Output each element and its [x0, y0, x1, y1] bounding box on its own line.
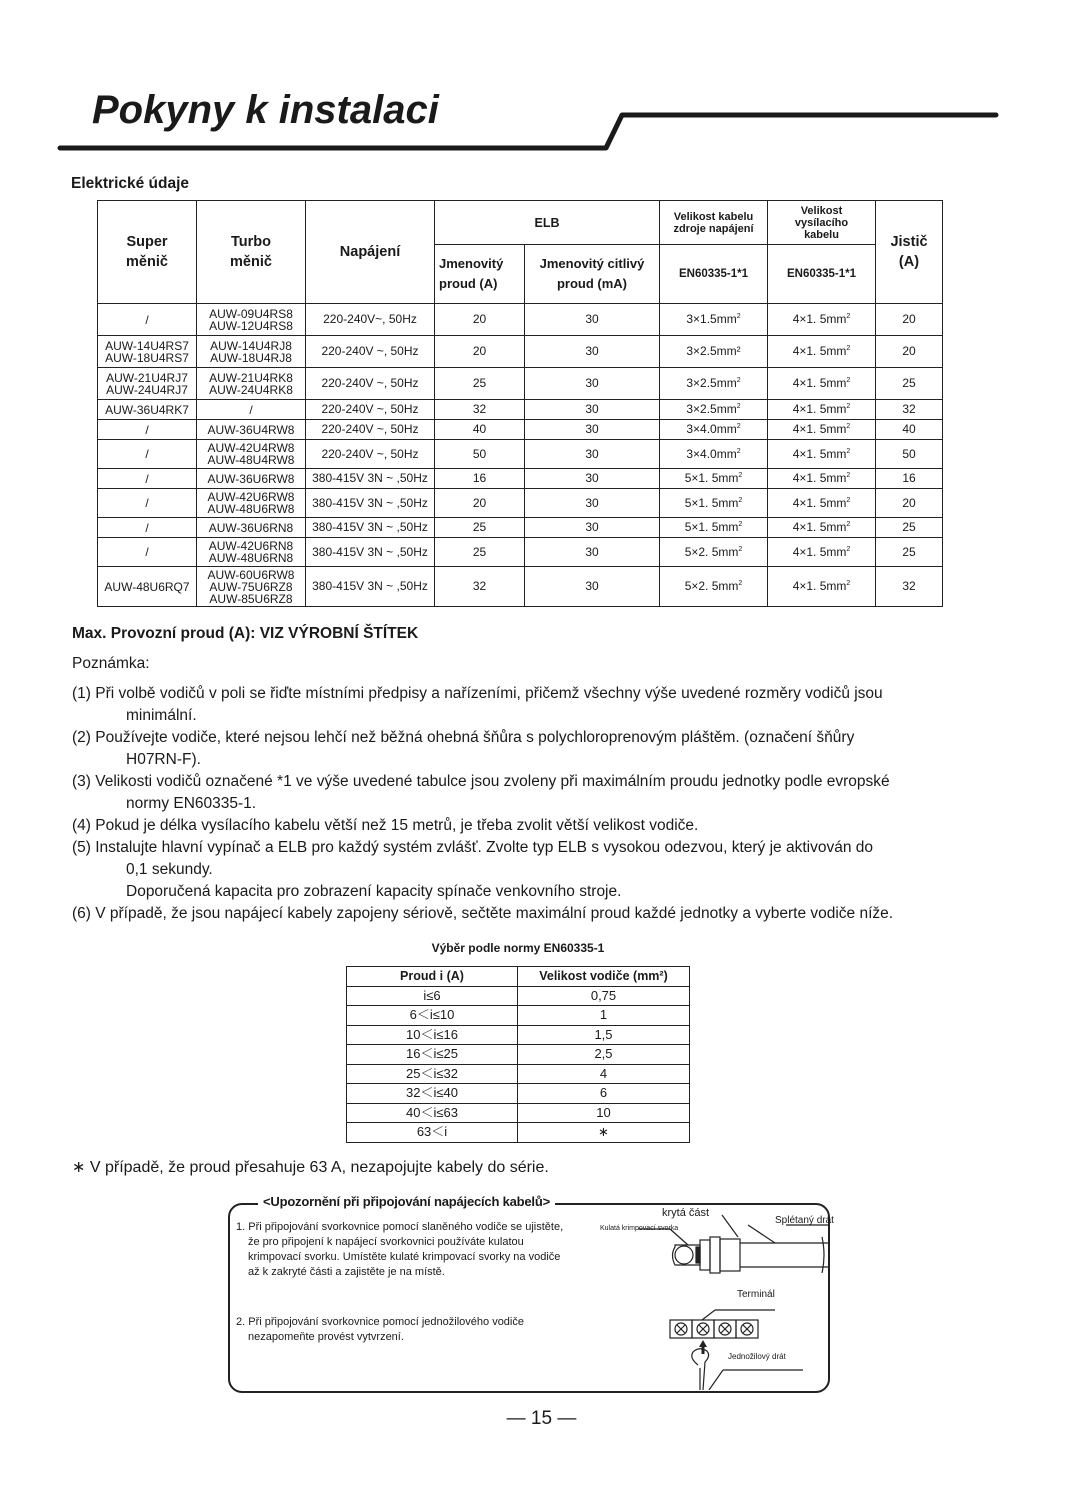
- label-round-crimp-terminal: Kulatá krimpovací svorka: [600, 1225, 679, 1232]
- wire-selection-table: [346, 966, 690, 1143]
- cell-current-range: 32＜i≤40: [347, 1084, 518, 1104]
- cell-turbo-inverter: AUW-36U6RN8: [197, 518, 306, 538]
- title-underline: [0, 0, 1083, 160]
- notes-list: [72, 683, 1002, 925]
- cell-turbo-inverter: AUW-42U6RN8 AUW-48U6RN8: [197, 538, 306, 567]
- terminal-block-diagram: [655, 1290, 825, 1390]
- max-operating-current: Max. Provozní proud (A): VIZ VÝROBNÍ ŠTÍTEK: [72, 625, 419, 642]
- table-row: [347, 1103, 690, 1123]
- cell-power-cable: $3\times 4.0mm^2$: [660, 420, 768, 440]
- series-footnote: ∗ V případě, že proud přesahuje 63 A, nezapojujte kabely do série.: [72, 1159, 549, 1176]
- cell-super-inverter: /: [98, 538, 197, 567]
- note-item: (6) V případě, že jsou napájecí kabely zapojeny sériově, sečtěte maximální proud každé jednotky a vyberte vodiče níže.: [72, 905, 894, 922]
- cell-current-range: 25＜i≤32: [347, 1064, 518, 1084]
- cell-elb-sensitive: 30: [525, 538, 660, 567]
- cell-breaker: 25: [876, 368, 943, 400]
- table-row: [347, 986, 690, 1006]
- page-number: — 15 —: [506, 1408, 577, 1429]
- cell-turbo-inverter: AUW-09U4RS8 AUW-12U4RS8: [197, 304, 306, 336]
- header-current: Proud i (A): [347, 967, 518, 987]
- warning-item-1: 1. Při připojování svorkovnice pomocí slaněného vodiče se ujistěte, že pro připojení k napájecí svorkovnici používáte kulatou krimpovací svorku. Umístěte kulaté krimpovací svorky na vodiče až k zakryté části a zajistěte je na místě.: [236, 1221, 564, 1278]
- cell-elb-sensitive: 30: [525, 368, 660, 400]
- cell-transmission-cable: 4×1. $5mm^2$: [768, 368, 876, 400]
- label-solid-wire: Jednožilový drát: [728, 1352, 786, 1361]
- cell-turbo-inverter: AUW-42U6RW8 AUW-48U6RW8: [197, 489, 306, 518]
- cell-wire-size: 2,5: [518, 1045, 690, 1065]
- section-heading: Elektrické údaje: [71, 175, 190, 192]
- cell-power-supply: 380-415V 3N ~ ,50Hz: [306, 469, 435, 489]
- cell-elb-rated: 25: [435, 368, 525, 400]
- table-row: [347, 1045, 690, 1065]
- note-item: (2) Používejte vodiče, které nejsou lehčí než běžná ohebná šňůra s polychloroprenovým pláštěm. (označení šňůry H07RN-F).: [72, 729, 855, 768]
- cell-power-supply: 380-415V 3N ~ ,50Hz: [306, 567, 435, 607]
- cell-super-inverter: AUW-21U4RJ7 AUW-24U4RJ7: [98, 368, 197, 400]
- cell-breaker: 32: [876, 400, 943, 420]
- cell-power-supply: 220-240V~, 50Hz: [306, 304, 435, 336]
- header-breaker: Jistič (A): [876, 201, 943, 304]
- cell-elb-sensitive: 30: [525, 304, 660, 336]
- table-row: [98, 538, 943, 567]
- cell-elb-rated: 20: [435, 336, 525, 368]
- cell-power-supply: 380-415V 3N ~ ,50Hz: [306, 518, 435, 538]
- cell-elb-rated: 50: [435, 440, 525, 469]
- cell-super-inverter: AUW-36U4RK7: [98, 400, 197, 420]
- cell-turbo-inverter: AUW-21U4RK8 AUW-24U4RK8: [197, 368, 306, 400]
- cell-wire-size: 4: [518, 1064, 690, 1084]
- cell-power-supply: 220-240V ~, 50Hz: [306, 336, 435, 368]
- cell-elb-sensitive: 30: [525, 336, 660, 368]
- cable-connection-warning-box: [228, 1194, 834, 1393]
- cell-wire-size: 0,75: [518, 986, 690, 1006]
- header-transmission-cable-standard: EN60335-1*1: [768, 245, 876, 304]
- table-row: [98, 469, 943, 489]
- cell-super-inverter: /: [98, 489, 197, 518]
- label-stranded-wire: Splétaný drát: [775, 1215, 834, 1226]
- cell-elb-rated: 20: [435, 489, 525, 518]
- cell-power-cable: 5×1. $5mm^2$: [660, 469, 768, 489]
- note-item: (5) Instalujte hlavní vypínač a ELB pro každý systém zvlášť. Zvolte typ ELB s vysokou odezvou, který je aktivován do 0,1 sekundy. Doporučená kapacita pro zobrazení kapacity spínače venkovního stroje.: [72, 839, 873, 900]
- header-power-cable-size: Velikost kabelu zdroje napájení: [660, 201, 768, 245]
- cell-power-cable: 3×2.5mm²: [660, 336, 768, 368]
- cell-breaker: 25: [876, 518, 943, 538]
- cell-power-supply: 380-415V 3N ~ ,50Hz: [306, 489, 435, 518]
- table-row: [98, 489, 943, 518]
- table-row: [347, 1025, 690, 1045]
- cell-super-inverter: /: [98, 420, 197, 440]
- cell-power-cable: 5×1. $5mm^2$: [660, 518, 768, 538]
- cell-transmission-cable: 4×1. $5mm^2$: [768, 489, 876, 518]
- header-turbo-inverter: Turbo měnič: [197, 201, 306, 304]
- cell-current-range: 40＜i≤63: [347, 1103, 518, 1123]
- cell-power-cable: 5×2. $5mm^2$: [660, 567, 768, 607]
- table-row: [347, 1064, 690, 1084]
- cell-breaker: 50: [876, 440, 943, 469]
- header-elb: ELB: [435, 201, 660, 245]
- cell-current-range: 63＜i: [347, 1123, 518, 1143]
- header-power-cable-standard: EN60335-1*1: [660, 245, 768, 304]
- cell-turbo-inverter: AUW-36U4RW8: [197, 420, 306, 440]
- cell-turbo-inverter: AUW-36U6RW8: [197, 469, 306, 489]
- cell-current-range: i≤6: [347, 986, 518, 1006]
- cell-breaker: 20: [876, 489, 943, 518]
- cell-power-cable: $3\times 2.5mm^2$: [660, 368, 768, 400]
- header-transmission-cable-size: Velikost vysílacího kabelu: [768, 201, 876, 245]
- cell-super-inverter: /: [98, 440, 197, 469]
- cell-breaker: 20: [876, 304, 943, 336]
- cell-elb-sensitive: 30: [525, 400, 660, 420]
- cell-power-cable: $3\times 2.5mm^2$: [660, 400, 768, 420]
- table-row: [98, 518, 943, 538]
- cell-elb-sensitive: 30: [525, 469, 660, 489]
- cell-wire-size: 1: [518, 1006, 690, 1026]
- cell-wire-size: 6: [518, 1084, 690, 1104]
- cell-super-inverter: /: [98, 469, 197, 489]
- table-row: [98, 440, 943, 469]
- cell-transmission-cable: 4×1. $5mm^2$: [768, 518, 876, 538]
- cell-current-range: 16＜i≤25: [347, 1045, 518, 1065]
- cell-elb-rated: 16: [435, 469, 525, 489]
- cell-transmission-cable: 4×1. $5mm^2$: [768, 567, 876, 607]
- cell-elb-sensitive: 30: [525, 567, 660, 607]
- cell-elb-sensitive: 30: [525, 489, 660, 518]
- cell-breaker: 20: [876, 336, 943, 368]
- cell-elb-sensitive: 30: [525, 518, 660, 538]
- note-item: (3) Velikosti vodičů označené *1 ve výše uvedené tabulce jsou zvoleny při maximálním proudu jednotky podle evropské normy EN60335-1.: [72, 773, 890, 812]
- cell-power-supply: 220-240V ~, 50Hz: [306, 420, 435, 440]
- cell-elb-rated: 20: [435, 304, 525, 336]
- table-row: [98, 400, 943, 420]
- cell-turbo-inverter: AUW-14U4RJ8 AUW-18U4RJ8: [197, 336, 306, 368]
- cell-power-cable: $3\times 1.5mm^2$: [660, 304, 768, 336]
- cell-power-supply: 220-240V ~, 50Hz: [306, 440, 435, 469]
- selection-table-title: Výběr podle normy EN60335-1: [431, 941, 605, 955]
- table-row: [98, 567, 943, 607]
- cell-elb-rated: 32: [435, 567, 525, 607]
- cell-elb-rated: 25: [435, 538, 525, 567]
- cell-power-supply: 380-415V 3N ~ ,50Hz: [306, 538, 435, 567]
- cell-super-inverter: AUW-48U6RQ7: [98, 567, 197, 607]
- cell-super-inverter: /: [98, 518, 197, 538]
- warning-item-2: 2. Při připojování svorkovnice pomocí jednožilového vodiče nezapomeňte provést vytvrzení.: [236, 1316, 524, 1343]
- cell-transmission-cable: 4×1. $5mm^2$: [768, 440, 876, 469]
- cell-power-cable: $3\times 4.0mm^2$: [660, 440, 768, 469]
- cell-elb-sensitive: 30: [525, 440, 660, 469]
- cell-elb-rated: 40: [435, 420, 525, 440]
- cell-turbo-inverter: AUW-60U6RW8 AUW-75U6RZ8 AUW-85U6RZ8: [197, 567, 306, 607]
- cell-elb-rated: 32: [435, 400, 525, 420]
- cell-super-inverter: /: [98, 304, 197, 336]
- cell-wire-size: ∗: [518, 1123, 690, 1143]
- cell-transmission-cable: 4×1. $5mm^2$: [768, 538, 876, 567]
- cell-power-cable: 5×1. $5mm^2$: [660, 489, 768, 518]
- cell-wire-size: 1,5: [518, 1025, 690, 1045]
- table-row: [98, 304, 943, 336]
- cell-power-supply: 220-240V ~, 50Hz: [306, 368, 435, 400]
- cell-wire-size: 10: [518, 1103, 690, 1123]
- table-row: [98, 336, 943, 368]
- cell-turbo-inverter: AUW-42U4RW8 AUW-48U4RW8: [197, 440, 306, 469]
- label-terminal: Terminál: [737, 1289, 775, 1300]
- cell-breaker: 25: [876, 538, 943, 567]
- header-elb-sensitive-current: Jmenovitý citlivý proud (mA): [525, 245, 660, 304]
- table-row: [98, 368, 943, 400]
- table-row: [98, 420, 943, 440]
- cell-turbo-inverter: /: [197, 400, 306, 420]
- cell-current-range: 10＜i≤16: [347, 1025, 518, 1045]
- cell-power-supply: 220-240V ~, 50Hz: [306, 400, 435, 420]
- note-label: Poznámka:: [72, 655, 150, 672]
- note-item: (1) Při volbě vodičů v poli se řiďte místními předpisy a nařízeními, přičemž všechny výše uvedené rozměry vodičů jsou minimální.: [72, 685, 883, 724]
- cell-transmission-cable: 4×1. $5mm^2$: [768, 304, 876, 336]
- cell-elb-sensitive: 30: [525, 420, 660, 440]
- cell-breaker: 16: [876, 469, 943, 489]
- cell-transmission-cable: 4×1. $5mm^2$: [768, 420, 876, 440]
- cell-elb-rated: 25: [435, 518, 525, 538]
- cell-breaker: 40: [876, 420, 943, 440]
- label-covered-part: krytá část: [662, 1207, 710, 1219]
- note-item: (4) Pokud je délka vysílacího kabelu větší než 15 metrů, je třeba zvolit větší velikost vodiče.: [72, 817, 699, 834]
- header-power-supply: Napájení: [306, 201, 435, 304]
- cell-transmission-cable: 4×1. $5mm^2$: [768, 469, 876, 489]
- warning-title: <Upozornění při připojování napájecích kabelů>: [258, 1194, 555, 1209]
- header-super-inverter: Super měnič: [98, 201, 197, 304]
- header-elb-rated-current: Jmenovitý proud (A): [435, 245, 525, 304]
- header-wire-size: Velikost vodiče (mm²): [518, 967, 690, 987]
- cell-current-range: 6＜i≤10: [347, 1006, 518, 1026]
- cell-power-cable: 5×2. $5mm^2$: [660, 538, 768, 567]
- cell-breaker: 32: [876, 567, 943, 607]
- cell-super-inverter: AUW-14U4RS7 AUW-18U4RS7: [98, 336, 197, 368]
- cell-transmission-cable: 4×1. $5mm^2$: [768, 400, 876, 420]
- table-row: [347, 1084, 690, 1104]
- electrical-data-table: [97, 200, 943, 607]
- page-title: Pokyny k instalaci: [92, 88, 439, 132]
- cell-transmission-cable: 4×1. $5mm^2$: [768, 336, 876, 368]
- table-row: [347, 1006, 690, 1026]
- table-row: [347, 1123, 690, 1143]
